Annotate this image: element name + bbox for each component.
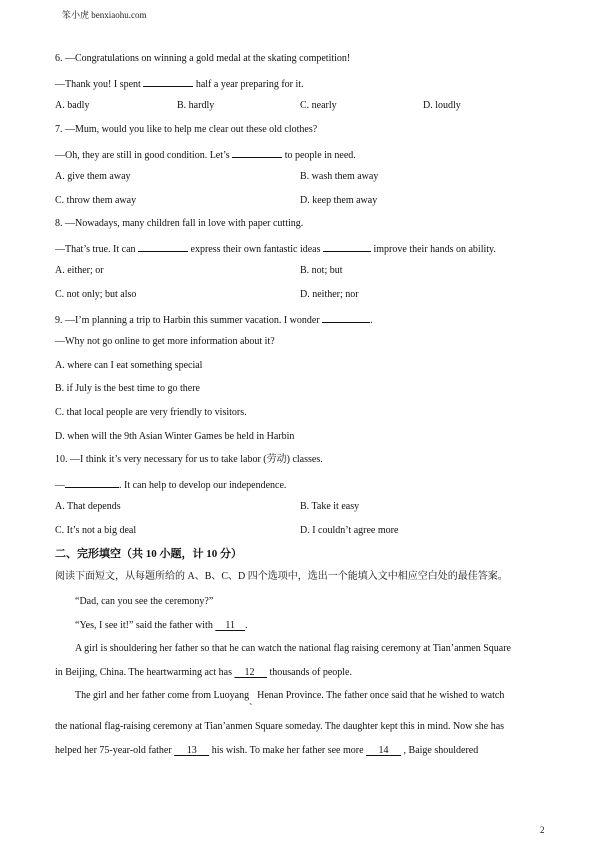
- passage-line-3: A girl is shouldering her father so that he can watch the national flag raising ceremony at Tian’anmen Square: [75, 643, 511, 654]
- passage-line-4-post: thousands of people.: [269, 667, 352, 678]
- q7-reply: [55, 148, 356, 162]
- q10-option-c: C. It’s not a big deal: [55, 525, 137, 536]
- q7-stem: 7. —Mum, would you like to help me clear out these old clothes?: [55, 124, 318, 135]
- passage-line-7-a: helped her 75-year-old father: [55, 745, 172, 756]
- blank-12: [235, 667, 268, 678]
- q8-reply: [55, 242, 496, 256]
- q9-option-c: C. that local people are very friendly to visitors.: [55, 407, 247, 418]
- q10-option-b: B. Take it easy: [300, 501, 360, 512]
- q7-option-d: D. keep them away: [300, 195, 378, 206]
- q10-stem: 10. —I think it’s very necessary for us to take labor (劳动) classes.: [55, 454, 323, 465]
- q8-blank-1: [138, 242, 188, 252]
- q7-option-a: A. give them away: [55, 171, 131, 182]
- q9-option-d: D. when will the 9th Asian Winter Games be held in Harbin: [55, 431, 295, 442]
- passage-line-7: [55, 745, 478, 757]
- passage-line-7-c: , Baige shouldered: [403, 745, 479, 756]
- q6-option-a: A. badly: [55, 100, 90, 111]
- q7-reply-post: to people in need.: [284, 150, 356, 161]
- section-heading: 二、完形填空（共 10 小题，计 10 分）: [55, 548, 242, 560]
- q9-reply: —Why not go online to get more information about it?: [55, 336, 275, 347]
- q6-reply: [55, 77, 304, 91]
- q9-blank: [322, 313, 370, 323]
- q10-option-d: D. I couldn’t agree more: [300, 525, 399, 536]
- q8-option-a: A. either; or: [55, 265, 104, 276]
- passage-line-4: [55, 667, 352, 679]
- q6-option-c: C. nearly: [300, 100, 337, 111]
- q6-reply-post: half a year preparing for it.: [195, 79, 304, 90]
- passage-line-6: the national flag-raising ceremony at Tian’anmen Square someday. The daughter kept this in mind. Now she has: [55, 721, 505, 732]
- blank-14-number: 14: [378, 745, 389, 756]
- page-number: 2: [540, 825, 545, 835]
- watermark: 笨小虎 benxiaohu.com: [62, 10, 147, 20]
- q7-option-b: B. wash them away: [300, 171, 379, 182]
- q8-option-c: C. not only; but also: [55, 289, 137, 300]
- passage-line-5-a: The girl and her father come from Luoyang: [75, 690, 250, 701]
- q9-stem: [55, 313, 373, 327]
- q8-reply-pre: —That’s true. It can: [55, 244, 136, 255]
- q6-stem: 6. —Congratulations on winning a gold medal at the skating competition!: [55, 53, 351, 64]
- q6-blank: [143, 77, 193, 87]
- enumeration-comma: 、: [249, 697, 258, 706]
- passage-line-5-b: Henan Province. The father once said that he wished to watch: [257, 690, 505, 701]
- passage-line-2-pre: “Yes, I see it!” said the father with: [75, 620, 213, 631]
- blank-12-number: 12: [244, 667, 255, 678]
- passage-line-7-b: his wish. To make her father see more: [211, 745, 364, 756]
- q10-reply: [55, 478, 286, 492]
- q8-blank-2: [323, 242, 371, 252]
- blank-13: [174, 745, 209, 756]
- q9-stem-pre: 9. —I’m planning a trip to Harbin this summer vacation. I wonder: [55, 315, 320, 326]
- q6-option-d: D. loudly: [423, 100, 461, 111]
- blank-11-number: 11: [225, 620, 235, 631]
- q6-option-b: B. hardly: [177, 100, 215, 111]
- q8-option-d: D. neither; nor: [300, 289, 359, 300]
- q8-stem: 8. —Nowadays, many children fall in love with paper cutting.: [55, 218, 304, 229]
- q7-blank: [232, 148, 282, 158]
- q8-reply-mid: express their own fantastic ideas: [190, 244, 321, 255]
- section-instruction: 阅读下面短文，从每题所给的 A、B、C、D 四个选项中，选出一个能填入文中相应空白处的最佳答案。: [55, 571, 508, 582]
- passage-line-4-pre: in Beijing, China. The heartwarming act has: [55, 667, 232, 678]
- q7-reply-pre: —Oh, they are still in good condition. Let’s: [55, 150, 230, 161]
- passage-line-5: [75, 690, 505, 706]
- blank-14: [366, 745, 401, 756]
- q8-reply-post: improve their hands on ability.: [373, 244, 496, 255]
- q9-stem-post: .: [370, 315, 373, 326]
- passage-line-1: “Dad, can you see the ceremony?”: [75, 596, 214, 607]
- q9-option-b: B. if July is the best time to go there: [55, 383, 200, 394]
- q6-reply-pre: —Thank you! I spent: [55, 79, 141, 90]
- q10-blank: [65, 478, 119, 488]
- q8-option-b: B. not; but: [300, 265, 343, 276]
- passage-line-2-post: .: [244, 620, 248, 631]
- q10-option-a: A. That depends: [55, 501, 121, 512]
- passage-line-2: [75, 620, 247, 632]
- blank-11: [215, 620, 245, 631]
- blank-13-number: 13: [186, 745, 197, 756]
- q10-reply-pre: —: [55, 480, 65, 491]
- q7-option-c: C. throw them away: [55, 195, 137, 206]
- q10-reply-post: . It can help to develop our independence.: [119, 480, 287, 491]
- q9-option-a: A. where can I eat something special: [55, 360, 203, 371]
